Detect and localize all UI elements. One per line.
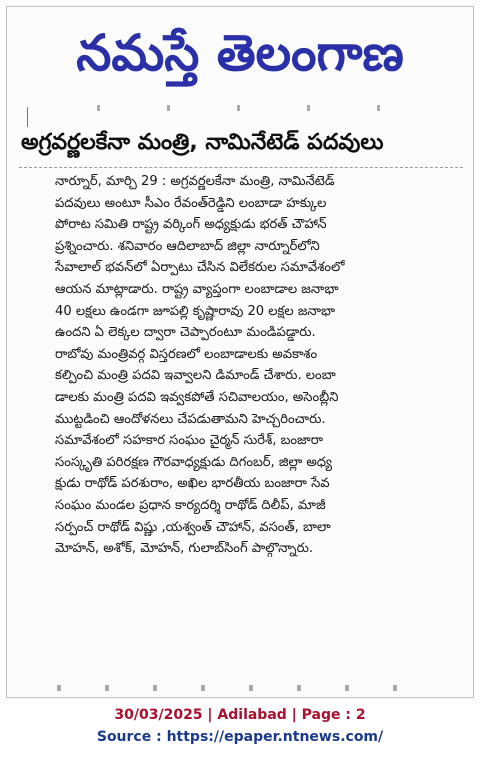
article-line: కల్పించి మంత్రి పదవి ఇవ్వాలని డిమాండ్ చేశారు. లంబా [55, 368, 336, 384]
article-line: నార్నూర్, మార్చి 29 : అగ్రవర్ణలకేనా మంత్రి, నామినేటెడ్ [55, 174, 335, 189]
clipping-frame [6, 6, 474, 698]
clipping-footer [0, 704, 480, 748]
headline-divider [19, 167, 463, 168]
article-line: 40 లక్షలు ఉండగా జూపల్లి కృష్ణారావు 20 లక్షల జనాభా [55, 303, 336, 319]
article-line: సేవాలాల్ భవన్‌లో ఏర్పాటు చేసిన విలేకరుల సమావేశంలో [55, 260, 345, 276]
article-line: రాబోవు మంత్రివర్గ విస్తరణలో లంబాడాలకు అవకాశం [55, 346, 318, 362]
article-headline: అగ్రవర్ణలకేనా మంత్రి, నామినేటెడ్ పదవులు [21, 130, 384, 155]
article-line: మోహన్, అశోక్, మోహన్, గులాబ్‌సింగ్ పాల్గొన్నారు. [55, 541, 314, 557]
article-line: సమావేశంలో సహకార సంఘం చైర్మన్ సురేశ్, బంజారా [55, 433, 324, 449]
article-line: పదవులు అంటూ సీఎం రేవంత్‌రెడ్డిని లంబాడా హక్కుల [55, 195, 327, 211]
article-line: ఆయన మాట్లాడారు. రాష్ట్ర వ్యాప్తంగా లంబాడాల జనాభా [55, 281, 339, 297]
article-body [55, 171, 455, 560]
edition-info: 30/03/2025 | Adilabad | Page : 2 [114, 707, 366, 723]
article-line: క్షుడు రాథోడ్ పరశురాం, అఖిల భారతీయ బంజారా సేవ [55, 476, 330, 492]
article-line: పోరాట సమితి రాష్ట్ర వర్కింగ్ అధ్యక్షుడు భరత్ చౌహాన్ [55, 217, 327, 233]
article-line: డాలకు మంత్రి పదవి ఇవ్వకపోతే సచివాలయం, అసెంబ్లీని [55, 389, 339, 405]
article-line: సర్పంచ్ రాథోడ్ విష్ణు ,యశ్వంత్ చౌహాన్, వసంత్, బాలా [55, 519, 331, 535]
article-line: ఉందని ఏ లెక్కల ద్వారా చెప్పారంటూ మండిపడ్డారు. [55, 325, 316, 341]
article-line: ముట్టడించి ఆందోళనలు చేపడుతామని హెచ్చరించారు. [55, 411, 326, 427]
article-line: సంఘం మండల ప్రధాన కార్యదర్శి రాథోడ్ దిలీప్, మాజీ [55, 497, 326, 513]
clipping-cut-line [97, 105, 447, 111]
source-link[interactable]: Source : https://epaper.ntnews.com/ [96, 729, 384, 745]
article-line: ప్రశ్నించారు. శనివారం ఆదిలాబాద్ జిల్లా నార్నూర్‌లోని [55, 238, 320, 254]
newspaper-masthead: నమస్తే తెలంగాణ [76, 24, 404, 82]
clipping-bottom-cut-line [57, 685, 437, 691]
article-line: సంస్కృతి పరిరక్షణ గౌరవాధ్యక్షుడు దిగంబర్, జిల్లా అధ్య [55, 454, 332, 470]
